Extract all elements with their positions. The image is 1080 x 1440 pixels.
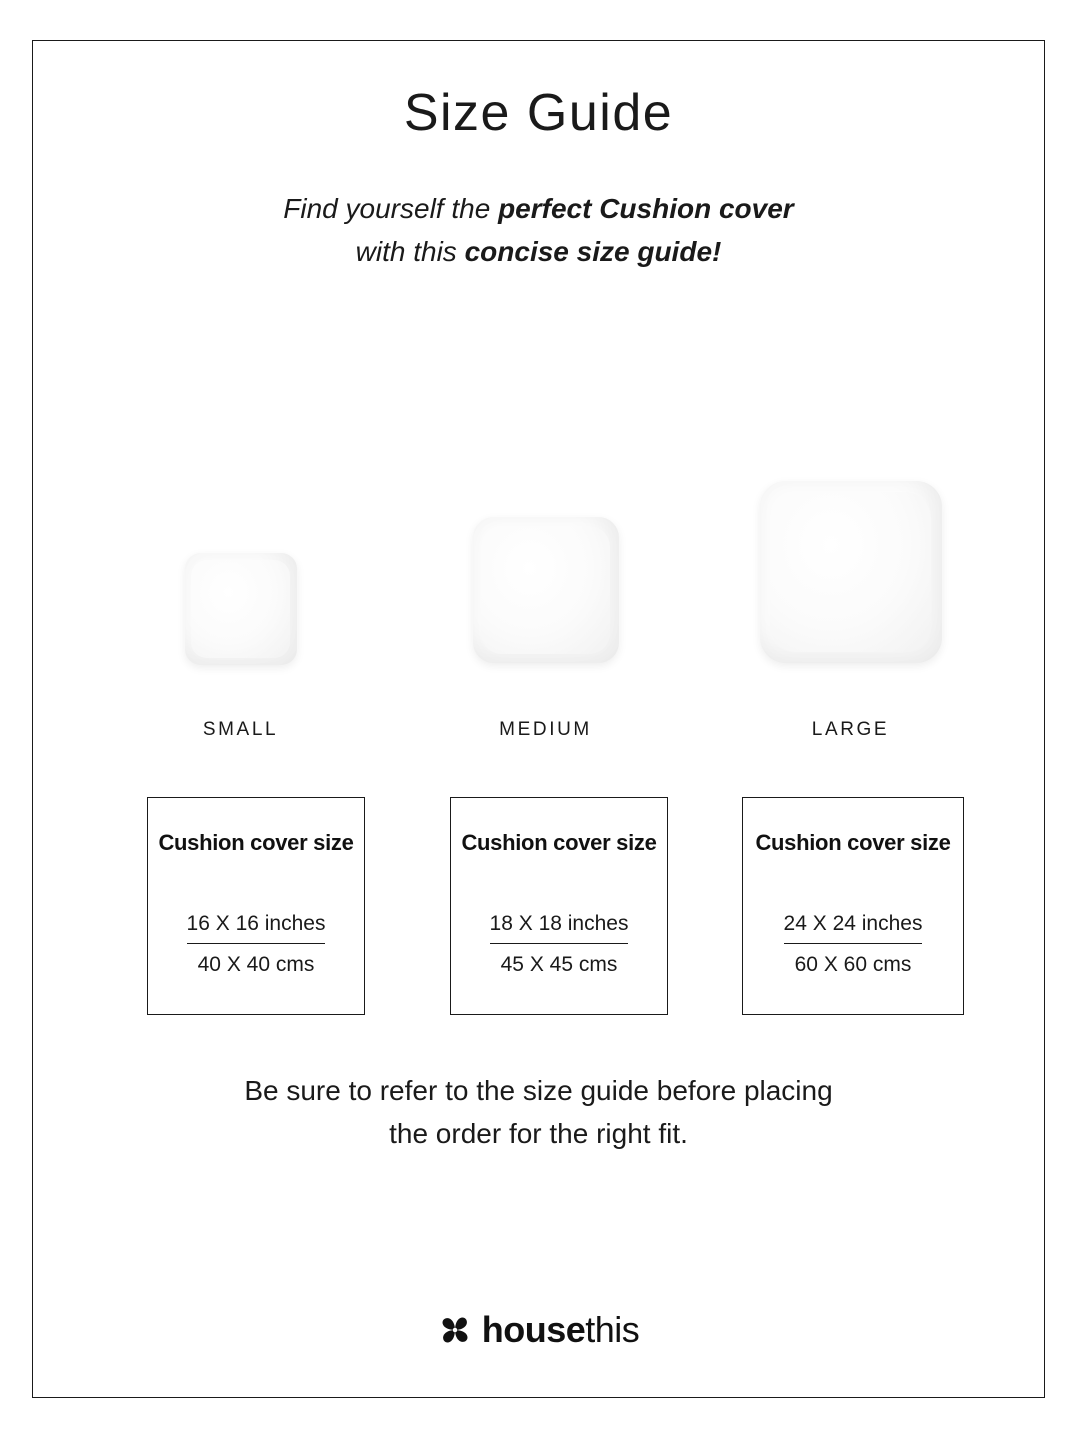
subtitle-line-2-bold: concise size guide! <box>464 236 722 268</box>
spec-values-small <box>187 912 326 977</box>
cushion-cell-large <box>733 481 968 741</box>
spec-box-small <box>147 797 365 1015</box>
spec-cms-medium: 45 X 45 cms <box>500 953 618 976</box>
spec-inches-medium: 18 X 18 inches <box>490 912 629 944</box>
size-guide-page <box>32 40 1045 1398</box>
clover-flower-icon <box>438 1313 472 1347</box>
cushion-cell-medium <box>438 517 653 741</box>
spec-heading-large: Cushion cover size <box>755 830 951 855</box>
spec-box-row <box>33 797 1044 1017</box>
cushion-illustration-row <box>33 441 1044 741</box>
size-label-small: SMALL <box>202 719 279 740</box>
size-label-medium: MEDIUM <box>499 719 592 740</box>
footer-note-line-1: Be sure to refer to the size guide before placing <box>244 1075 833 1106</box>
brand-name-bold: house <box>481 1309 586 1350</box>
spec-values-large <box>784 912 923 977</box>
cushion-icon-large <box>760 481 942 663</box>
spec-inches-large: 24 X 24 inches <box>784 912 923 944</box>
cushion-cell-small <box>133 553 348 741</box>
cushion-icon-medium <box>473 517 619 663</box>
spec-box-medium <box>450 797 668 1015</box>
spec-cms-small: 40 X 40 cms <box>197 953 315 976</box>
subtitle-line-2-plain: with this <box>355 236 465 268</box>
spec-heading-small: Cushion cover size <box>158 830 354 855</box>
spec-cms-large: 60 X 60 cms <box>794 953 912 976</box>
brand-logo <box>33 1309 1044 1351</box>
cushion-icon-small <box>185 553 297 665</box>
brand-name <box>482 1309 640 1351</box>
page-title: Size Guide <box>403 84 674 142</box>
spec-values-medium <box>490 912 629 977</box>
brand-name-light: this <box>585 1309 640 1350</box>
subtitle-line-1-plain: Find yourself the <box>283 193 499 224</box>
page-subtitle <box>33 143 1044 274</box>
footer-note <box>33 1069 1044 1156</box>
spec-box-large <box>742 797 964 1015</box>
footer-note-line-2: the order for the right fit. <box>389 1118 688 1150</box>
subtitle-line-1-bold: perfect Cushion cover <box>498 193 794 224</box>
spec-heading-medium: Cushion cover size <box>461 830 657 855</box>
size-label-large: LARGE <box>811 719 890 740</box>
spec-inches-small: 16 X 16 inches <box>187 912 326 944</box>
